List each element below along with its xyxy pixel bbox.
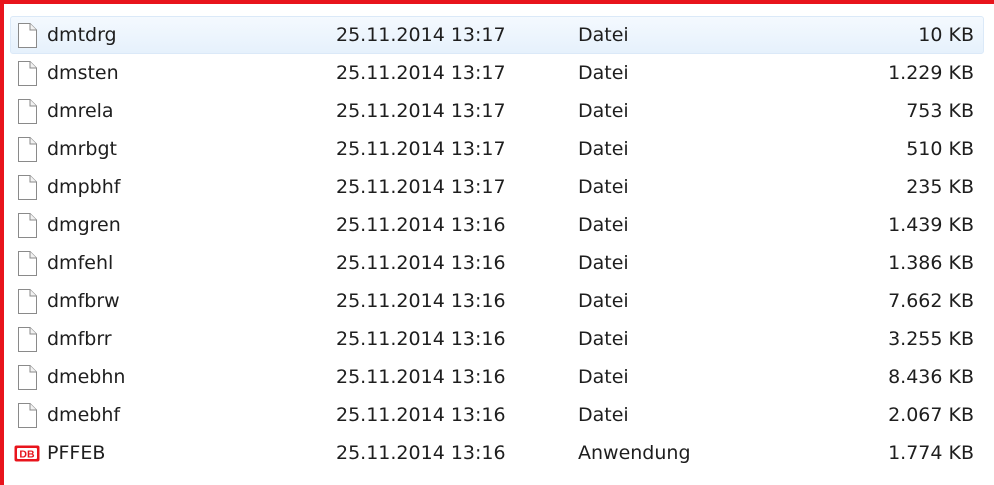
- file-type: Datei: [578, 404, 629, 426]
- file-type: Datei: [578, 366, 629, 388]
- file-size: 753 KB: [906, 100, 974, 122]
- file-row-dmtdrg[interactable]: [10, 16, 984, 54]
- file-row-dmfehl[interactable]: [10, 244, 984, 282]
- file-name: dmpbhf: [47, 176, 121, 198]
- file-row-dmrbgt[interactable]: [10, 130, 984, 168]
- file-type: Datei: [578, 138, 629, 160]
- file-date-modified: 25.11.2014 13:17: [336, 24, 506, 46]
- svg-text:DB: DB: [19, 448, 35, 461]
- file-name: dmfehl: [47, 252, 114, 274]
- file-type: Datei: [578, 290, 629, 312]
- file-name: dmgren: [47, 214, 121, 236]
- file-date-modified: 25.11.2014 13:16: [336, 214, 506, 236]
- file-size: 8.436 KB: [888, 366, 974, 388]
- file-date-modified: 25.11.2014 13:16: [336, 404, 506, 426]
- file-icon: [15, 402, 39, 429]
- file-name: dmebhf: [47, 404, 121, 426]
- file-date-modified: 25.11.2014 13:16: [336, 252, 506, 274]
- file-icon: [15, 326, 39, 353]
- file-type: Datei: [578, 252, 629, 274]
- file-icon: [15, 174, 39, 201]
- file-date-modified: 25.11.2014 13:17: [336, 100, 506, 122]
- file-size: 7.662 KB: [888, 290, 974, 312]
- file-name: dmfbrr: [47, 328, 112, 350]
- file-type: Datei: [578, 328, 629, 350]
- file-icon: [15, 136, 39, 163]
- file-size: 1.386 KB: [888, 252, 974, 274]
- file-size: 235 KB: [906, 176, 974, 198]
- file-icon: [15, 250, 39, 277]
- file-date-modified: 25.11.2014 13:17: [336, 176, 506, 198]
- file-name: dmtdrg: [47, 24, 117, 46]
- file-name: dmrbgt: [47, 138, 117, 160]
- file-row-dmsten[interactable]: [10, 54, 984, 92]
- file-size: 2.067 KB: [888, 404, 974, 426]
- file-size: 1.229 KB: [888, 62, 974, 84]
- file-row-dmfbrw[interactable]: [10, 282, 984, 320]
- file-icon: [15, 212, 39, 239]
- highlight-border-top: [0, 0, 994, 4]
- file-row-dmrela[interactable]: [10, 92, 984, 130]
- file-type: Datei: [578, 62, 629, 84]
- file-date-modified: 25.11.2014 13:16: [336, 366, 506, 388]
- file-type: Datei: [578, 214, 629, 236]
- file-row-pffeb[interactable]: [10, 434, 984, 472]
- file-name: PFFEB: [47, 442, 106, 464]
- file-size: 10 KB: [918, 24, 974, 46]
- file-size: 3.255 KB: [888, 328, 974, 350]
- file-row-dmpbhf[interactable]: [10, 168, 984, 206]
- file-date-modified: 25.11.2014 13:17: [336, 138, 506, 160]
- file-icon: [15, 364, 39, 391]
- file-row-dmgren[interactable]: [10, 206, 984, 244]
- file-row-dmfbrr[interactable]: [10, 320, 984, 358]
- file-type: Datei: [578, 24, 629, 46]
- file-name: dmrela: [47, 100, 114, 122]
- file-date-modified: 25.11.2014 13:16: [336, 328, 506, 350]
- file-row-dmebhf[interactable]: [10, 396, 984, 434]
- file-icon: [15, 60, 39, 87]
- file-size: 510 KB: [906, 138, 974, 160]
- file-name: dmfbrw: [47, 290, 120, 312]
- highlight-border-left: [0, 0, 4, 485]
- file-row-dmebhn[interactable]: [10, 358, 984, 396]
- file-size: 1.774 KB: [888, 442, 974, 464]
- file-size: 1.439 KB: [888, 214, 974, 236]
- db-logo-icon: [14, 445, 40, 462]
- file-name: dmebhn: [47, 366, 126, 388]
- file-type: Datei: [578, 176, 629, 198]
- file-date-modified: 25.11.2014 13:17: [336, 62, 506, 84]
- file-name: dmsten: [47, 62, 119, 84]
- file-date-modified: 25.11.2014 13:16: [336, 442, 506, 464]
- file-icon: [15, 98, 39, 125]
- file-type: Anwendung: [578, 442, 691, 464]
- file-list: [10, 16, 984, 472]
- file-date-modified: 25.11.2014 13:16: [336, 290, 506, 312]
- file-type: Datei: [578, 100, 629, 122]
- file-icon: [15, 22, 39, 49]
- file-icon: [15, 288, 39, 315]
